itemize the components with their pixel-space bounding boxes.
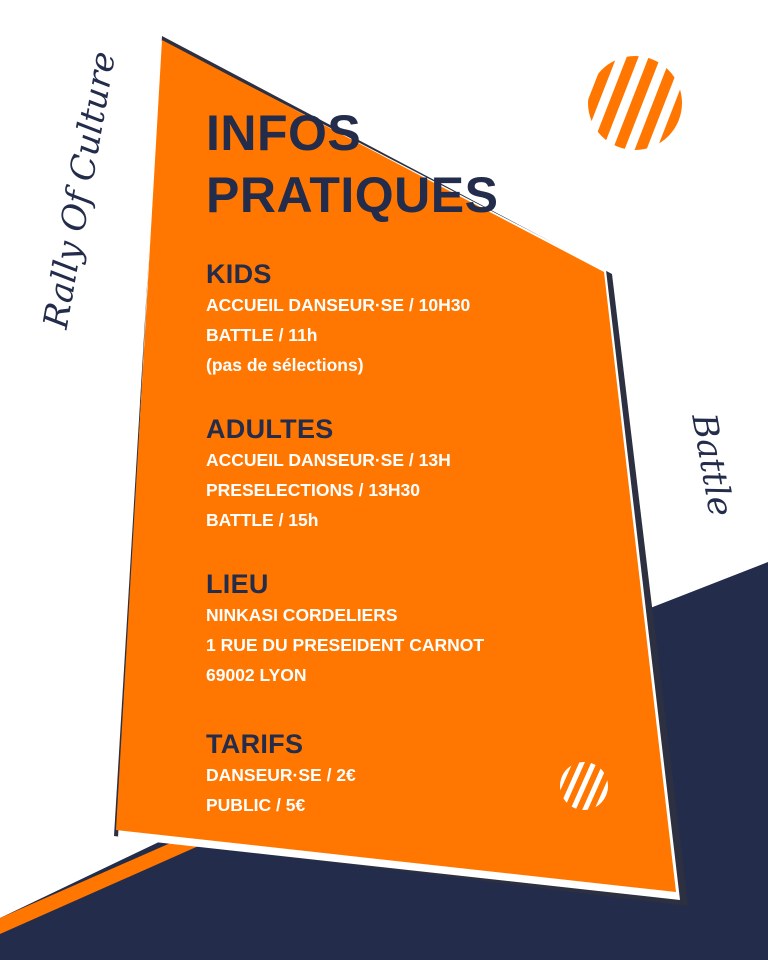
title-line-2: PRATIQUES bbox=[206, 167, 499, 223]
page-title bbox=[206, 102, 626, 226]
info-line: ACCUEIL DANSEUR·SE / 10H30 bbox=[206, 295, 471, 315]
section-heading: ADULTES bbox=[206, 414, 334, 444]
info-line: BATTLE / 11h bbox=[206, 325, 318, 345]
section-adultes bbox=[206, 413, 451, 535]
section-heading: LIEU bbox=[206, 569, 269, 599]
info-line: PRESELECTIONS / 13H30 bbox=[206, 480, 420, 500]
section-tarifs bbox=[206, 728, 356, 820]
section-kids bbox=[206, 258, 470, 380]
section-lieu bbox=[206, 568, 484, 690]
info-line: ACCUEIL DANSEUR·SE / 13H bbox=[206, 450, 451, 470]
info-line: (pas de sélections) bbox=[206, 355, 364, 375]
battle-script: Battle bbox=[683, 410, 741, 520]
section-heading: KIDS bbox=[206, 259, 272, 289]
info-line: DANSEUR·SE / 2€ bbox=[206, 765, 356, 785]
section-heading: TARIFS bbox=[206, 729, 304, 759]
info-line: BATTLE / 15h bbox=[206, 510, 319, 530]
info-line: 69002 LYON bbox=[206, 665, 307, 685]
title-line-1: INFOS bbox=[206, 105, 362, 161]
info-content bbox=[206, 102, 626, 815]
info-line: PUBLIC / 5€ bbox=[206, 795, 306, 815]
info-line: NINKASI CORDELIERS bbox=[206, 605, 398, 625]
rally-of-culture-script: Rally Of Culture bbox=[35, 48, 125, 332]
info-line: 1 RUE DU PRESEIDENT CARNOT bbox=[206, 635, 485, 655]
